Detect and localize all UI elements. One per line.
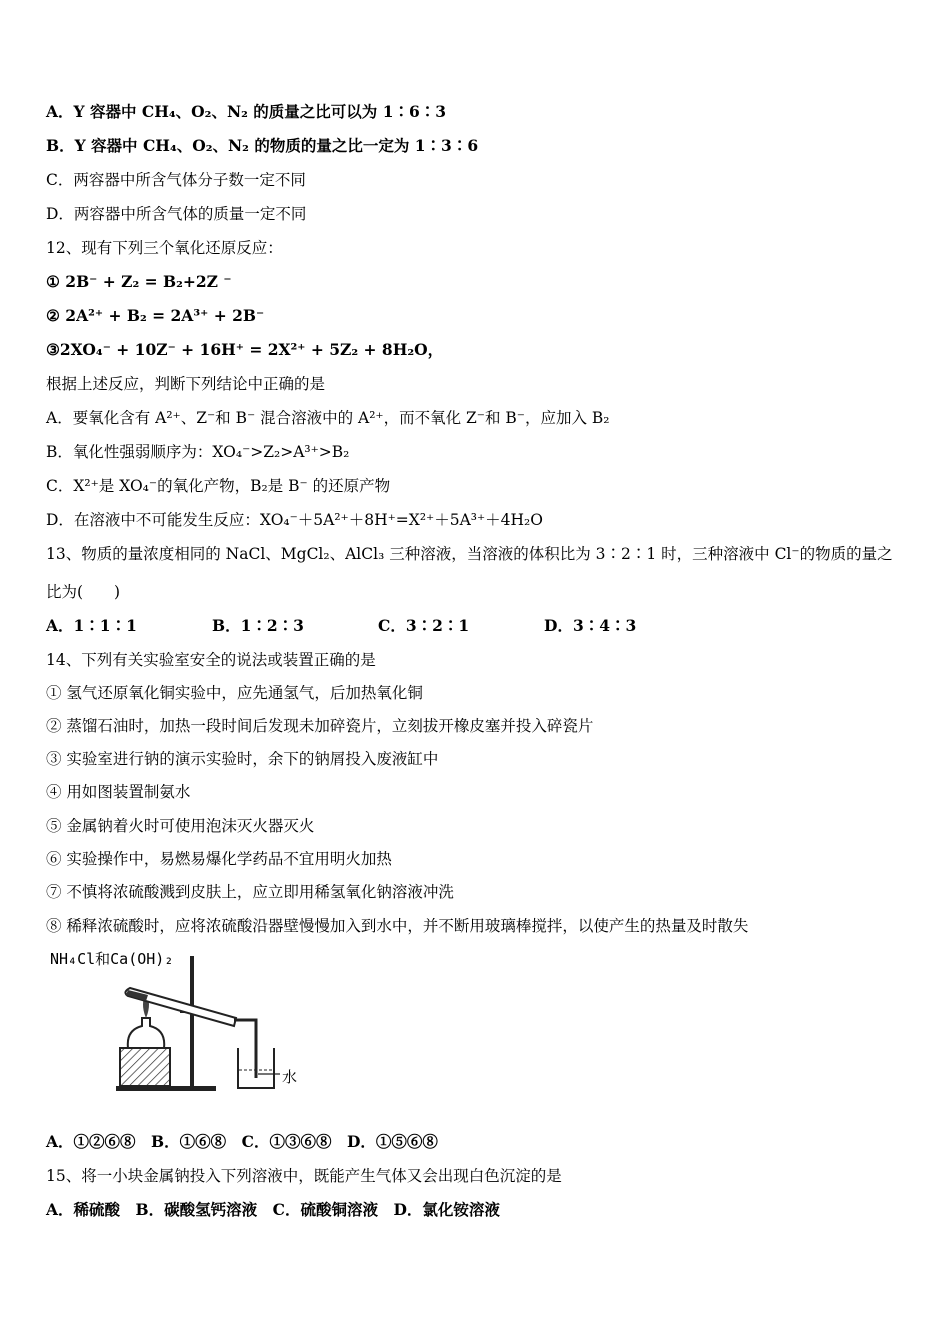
q14-statement-6: ⑥ 实验操作中，易燃易爆化学药品不宜用明火加热 <box>46 850 392 868</box>
q15-stem: 15、将一小块金属钠投入下列溶液中，既能产生气体又会出现白色沉淀的是 <box>46 1167 562 1185</box>
q12-option-d: D．在溶液中不可能发生反应：XO₄⁻＋5A²⁺＋8H⁺=X²⁺＋5A³⁺＋4H₂O <box>46 511 543 529</box>
q13-option-a: A．1∶1∶1 <box>46 616 137 635</box>
q11-option-d: D．两容器中所含气体的质量一定不同 <box>46 205 307 223</box>
q13-options <box>46 616 710 636</box>
q12-reaction-3: ③2XO₄⁻ + 10Z⁻ + 16H⁺ = 2X²⁺ + 5Z₂ + 8H₂O， <box>46 340 444 359</box>
q12-stem: 12、现有下列三个氧化还原反应： <box>46 239 283 257</box>
q13-stem-line2: 比为( ) <box>46 583 121 601</box>
q13-option-c: C．3∶2∶1 <box>378 616 470 635</box>
alcohol-lamp <box>128 1018 164 1048</box>
q14-options: A．①②⑥⑧ B．①⑥⑧ C．①③⑥⑧ D．①⑤⑥⑧ <box>46 1132 438 1151</box>
ammonia-apparatus-figure <box>46 948 306 1098</box>
q14-statement-5: ⑤ 金属钠着火时可使用泡沫灭火器灭火 <box>46 817 315 835</box>
figure-reagent-label: NH₄Cl和Ca(OH)₂ <box>50 950 174 968</box>
q14-statement-7: ⑦ 不慎将浓硫酸溅到皮肤上，应立即用稀氢氧化钠溶液冲洗 <box>46 883 454 901</box>
q11-option-c: C．两容器中所含气体分子数一定不同 <box>46 171 306 189</box>
q11-option-b: B．Y 容器中 CH₄、O₂、N₂ 的物质的量之比一定为 1∶3∶6 <box>46 136 479 155</box>
q12-reaction-2: ② 2A²⁺ + B₂ = 2A³⁺ + 2B⁻ <box>46 306 265 325</box>
q13-stem-line1: 13、物质的量浓度相同的 NaCl、MgCl₂、AlCl₃ 三种溶液，当溶液的体积比为 3∶2∶1 时，三种溶液中 Cl⁻的物质的量之 <box>46 545 893 563</box>
q14-statement-8: ⑧ 稀释浓硫酸时，应将浓硫酸沿器壁慢慢加入到水中，并不断用玻璃棒搅拌，以使产生的热量及时散失 <box>46 917 749 935</box>
q12-option-a: A．要氧化含有 A²⁺、Z⁻和 B⁻ 混合溶液中的 A²⁺，而不氧化 Z⁻和 B⁻，应加入 B₂ <box>46 409 610 427</box>
q12-prompt: 根据上述反应，判断下列结论中正确的是 <box>46 375 326 393</box>
figure-water-label: 水 <box>282 1068 298 1086</box>
stand-rod <box>190 956 194 1088</box>
q12-reaction-1: ① 2B⁻ + Z₂ = B₂+2Z ⁻ <box>46 272 232 291</box>
q14-statement-1: ① 氢气还原氧化铜实验中，应先通氢气，后加热氧化铜 <box>46 684 423 702</box>
q14-statement-2: ② 蒸馏石油时，加热一段时间后发现未加碎瓷片，立刻拔开橡皮塞并投入碎瓷片 <box>46 717 594 735</box>
q15-options: A．稀硫酸 B．碳酸氢钙溶液 C．硫酸铜溶液 D．氯化铵溶液 <box>46 1200 500 1219</box>
q13-option-d: D．3∶4∶3 <box>544 616 637 635</box>
q14-statement-4: ④ 用如图装置制氨水 <box>46 783 191 801</box>
q13-option-b: B．1∶2∶3 <box>212 616 304 635</box>
apparatus-drawing <box>46 948 306 1098</box>
q14-statement-3: ③ 实验室进行钠的演示实验时，余下的钠屑投入废液缸中 <box>46 750 439 768</box>
q11-option-a: A．Y 容器中 CH₄、O₂、N₂ 的质量之比可以为 1∶6∶3 <box>46 102 447 121</box>
wooden-block <box>120 1048 170 1086</box>
q12-option-b: B．氧化性强弱顺序为：XO₄⁻>Z₂>A³⁺>B₂ <box>46 443 350 461</box>
q14-stem: 14、下列有关实验室安全的说法或装置正确的是 <box>46 651 376 669</box>
q12-option-c: C．X²⁺是 XO₄⁻的氧化产物，B₂是 B⁻ 的还原产物 <box>46 477 391 495</box>
